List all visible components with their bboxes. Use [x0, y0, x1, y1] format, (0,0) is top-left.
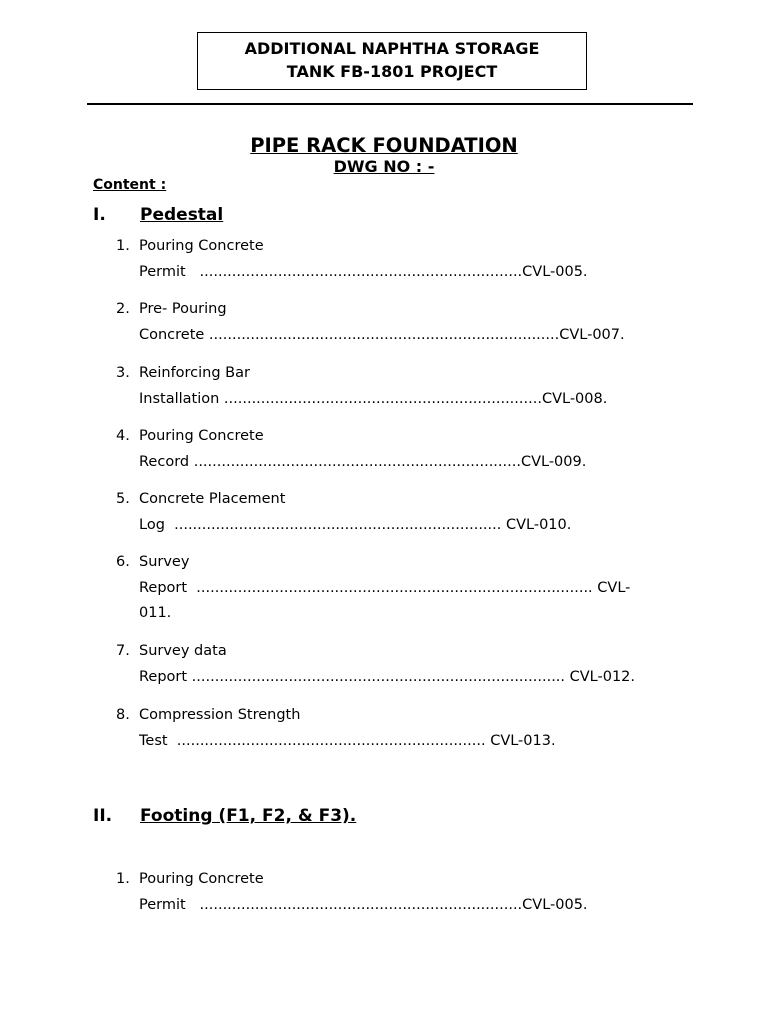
- item-title: Compression Strength: [139, 707, 301, 723]
- item-number: 4.: [116, 428, 130, 444]
- item-title: Pouring Concrete: [139, 238, 264, 254]
- item-title: Reinforcing Bar: [139, 365, 250, 381]
- item-title: Survey: [139, 554, 190, 570]
- item-number: 2.: [116, 301, 130, 317]
- project-title-box: [197, 32, 587, 90]
- item-number: 5.: [116, 491, 130, 507]
- section-title: Footing (F1, F2, & F3).: [140, 806, 357, 826]
- item-reference: Permit ......................................................................CVL-005.: [139, 263, 588, 280]
- page-title: PIPE RACK FOUNDATION: [250, 134, 518, 157]
- item-number: 1.: [116, 871, 130, 887]
- section-heading-footing: [93, 806, 356, 826]
- section-title: Pedestal: [140, 205, 224, 225]
- item-number: 6.: [116, 554, 130, 570]
- item-reference-continued: 011.: [139, 605, 172, 621]
- project-title-line2: TANK FB-1801 PROJECT: [286, 62, 498, 81]
- drawing-number: DWG NO : -: [333, 157, 435, 176]
- item-reference: Concrete ............................................................................CVL-007.: [139, 326, 625, 343]
- item-reference: Log ....................................................................... CVL-010.: [139, 516, 572, 533]
- item-title: Pouring Concrete: [139, 871, 264, 887]
- section-number: I.: [93, 205, 106, 225]
- item-title: Survey data: [139, 643, 227, 659]
- item-reference: Record .......................................................................CVL-009.: [139, 453, 587, 470]
- item-number: 7.: [116, 643, 130, 659]
- item-number: 8.: [116, 707, 130, 723]
- item-reference: Report ................................................................................. CVL-012.: [139, 668, 636, 685]
- section-heading-pedestal: [93, 205, 223, 225]
- item-reference: Report ...................................................................................... CVL-: [139, 579, 631, 596]
- item-number: 1.: [116, 238, 130, 254]
- item-title: Concrete Placement: [139, 491, 286, 507]
- section-number: II.: [93, 806, 113, 826]
- project-title-line1: ADDITIONAL NAPHTHA STORAGE: [244, 39, 540, 58]
- item-reference: Installation .....................................................................CVL-008.: [139, 390, 608, 407]
- content-label: Content :: [93, 177, 167, 193]
- item-title: Pre- Pouring: [139, 301, 227, 317]
- item-number: 3.: [116, 365, 130, 381]
- horizontal-divider: [87, 103, 693, 105]
- item-reference: Test ................................................................... CVL-013.: [139, 732, 556, 749]
- item-reference: Permit ......................................................................CVL-005.: [139, 896, 588, 913]
- item-title: Pouring Concrete: [139, 428, 264, 444]
